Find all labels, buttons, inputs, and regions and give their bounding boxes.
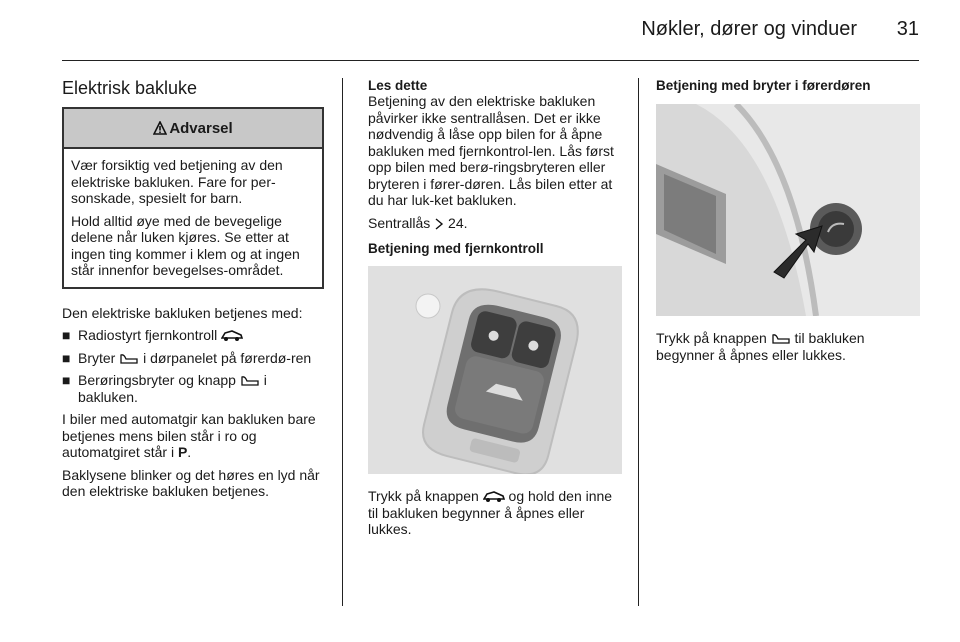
intro-text: Den elektriske bakluken betjenes med: [62, 304, 303, 321]
bullet-text: Berøringsbryter og knapp [78, 372, 236, 388]
note-title: Les dette [368, 78, 428, 93]
warning-title: Advarsel [169, 119, 233, 137]
page-number: 31 [896, 18, 919, 40]
column-3 [656, 78, 920, 363]
header-rule [62, 60, 919, 61]
remote-caption: Trykk på knappen og hold den inne til bakluken begynner å åpnes eller lukkes. [368, 488, 613, 537]
warning-header [64, 109, 322, 149]
blink-text: Baklysene blinker og det høres en lyd når den elektriske bakluken betjenes. [62, 466, 320, 499]
automatic-gear-text: I biler med automatgir kan bakluken bare betjenes mens bilen står i ro og automatgiret står i P. [62, 411, 316, 460]
bullet-marker: ■ [62, 327, 71, 343]
bullet-item [62, 372, 324, 405]
trunk-open-icon [771, 333, 791, 345]
car-tailgate-icon [221, 329, 243, 342]
column-2 [368, 78, 622, 538]
page-ref-arrow-icon [434, 218, 444, 230]
bullet-item [62, 350, 324, 367]
column-divider-1 [342, 78, 343, 606]
section-heading: Elektrisk bakluke [62, 78, 198, 98]
warning-triangle-icon [153, 121, 167, 135]
bullet-text: i dørpanelet på førerdø-ren [143, 349, 312, 366]
remote-key-illustration [368, 266, 622, 474]
gear-p: P [177, 444, 188, 460]
door-switch-image [656, 104, 920, 316]
warning-body [64, 149, 322, 287]
bullet-text: Bryter [78, 349, 116, 366]
header-title: Nøkler, dører og vinduer [641, 18, 857, 40]
warning-box [62, 107, 324, 289]
warning-text-2: Hold alltid øye med de bevegelige delene når luken kjøres. Se etter at ingen ting kommer i klem og at ingen står innenfor bevegelses-området. [71, 212, 300, 278]
bullet-text: Radiostyrt fjernkontroll [78, 327, 218, 343]
remote-subheading: Betjening med fjernkontroll [368, 241, 544, 256]
door-switch-caption: Trykk på knappen til bakluken begynner å åpnes eller lukkes. [656, 330, 865, 363]
bullet-text: i bakluken. [78, 372, 267, 405]
remote-key-image [368, 266, 622, 474]
bullet-marker: ■ [62, 349, 71, 366]
bullet-item [62, 327, 324, 344]
column-divider-2 [638, 78, 639, 606]
car-tailgate-icon [483, 490, 505, 503]
trunk-open-icon [119, 353, 139, 365]
central-lock-ref: Sentrallås 24. [368, 214, 468, 231]
door-switch-illustration [656, 104, 920, 316]
page-header [62, 14, 919, 44]
column-1 [62, 78, 324, 500]
door-switch-subheading: Betjening med bryter i førerdøren [656, 78, 871, 93]
note-text: Betjening av den elektriske bakluken påvirker ikke sentrallåsen. Det er ikke nødvendig å låse opp bilen for å åpne bakluken med fjernkontrol-len. Lås først opp bilen med berø-ringsbryteren eller bryteren i fører-døren. Lås bilen etter at du har luk-ket bakluken. [368, 93, 614, 208]
trunk-open-icon [240, 375, 260, 387]
warning-text-1: Vær forsiktig ved betjening av den elektriske bakluken. Fare for per-sonskade, spesielt for barn. [71, 157, 283, 206]
bullet-marker: ■ [62, 372, 71, 388]
